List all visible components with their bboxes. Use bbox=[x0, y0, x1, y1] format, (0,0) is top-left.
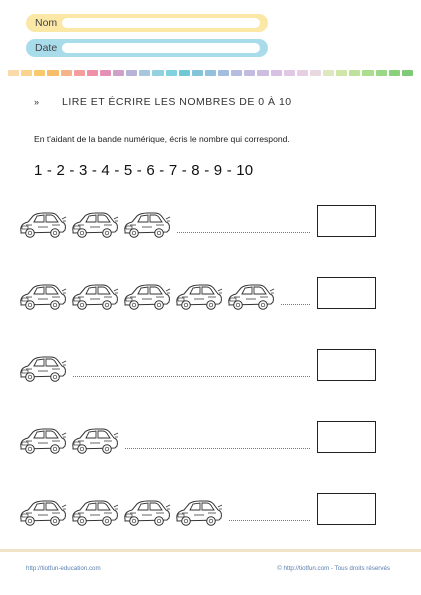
car-icon bbox=[174, 281, 223, 311]
color-swatch bbox=[87, 70, 98, 76]
color-swatch bbox=[192, 70, 203, 76]
color-swatch bbox=[389, 70, 400, 76]
color-swatch bbox=[402, 70, 413, 76]
car-group bbox=[18, 209, 171, 239]
footer-url-left: http://tiotfun-education.com bbox=[26, 565, 101, 572]
exercise-row bbox=[0, 493, 421, 529]
color-swatch bbox=[323, 70, 334, 76]
color-swatch bbox=[179, 70, 190, 76]
car-icon bbox=[18, 209, 67, 239]
car-group bbox=[18, 425, 119, 455]
car-group bbox=[18, 353, 67, 383]
exercise-row bbox=[0, 421, 421, 457]
color-swatch bbox=[100, 70, 111, 76]
color-swatch bbox=[47, 70, 58, 76]
car-icon bbox=[18, 281, 67, 311]
title-bullet-icon: » bbox=[34, 97, 40, 107]
car-icon bbox=[70, 209, 119, 239]
car-icon bbox=[18, 353, 67, 383]
color-swatch bbox=[231, 70, 242, 76]
answer-box[interactable] bbox=[317, 493, 376, 525]
color-swatch bbox=[218, 70, 229, 76]
color-swatch bbox=[166, 70, 177, 76]
answer-box[interactable] bbox=[317, 349, 376, 381]
exercise-row bbox=[0, 205, 421, 241]
color-swatch bbox=[310, 70, 321, 76]
section-title-text: LIRE ET ÉCRIRE LES NOMBRES DE 0 À 10 bbox=[62, 96, 292, 108]
car-icon bbox=[70, 281, 119, 311]
car-icon bbox=[226, 281, 275, 311]
date-label: Date bbox=[35, 42, 58, 54]
color-swatch bbox=[61, 70, 72, 76]
car-icon bbox=[122, 209, 171, 239]
color-swatch bbox=[244, 70, 255, 76]
name-label: Nom bbox=[35, 17, 58, 29]
dotted-line bbox=[281, 304, 310, 305]
dotted-line bbox=[177, 232, 310, 233]
answer-box[interactable] bbox=[317, 421, 376, 453]
exercise-row bbox=[0, 349, 421, 385]
color-swatch bbox=[126, 70, 137, 76]
car-icon bbox=[18, 425, 67, 455]
date-input[interactable] bbox=[62, 43, 260, 53]
color-swatch bbox=[284, 70, 295, 76]
number-line: 1 - 2 - 3 - 4 - 5 - 6 - 7 - 8 - 9 - 10 bbox=[34, 162, 254, 179]
color-swatch bbox=[205, 70, 216, 76]
color-swatch bbox=[34, 70, 45, 76]
name-field[interactable] bbox=[26, 14, 268, 32]
color-swatch bbox=[8, 70, 19, 76]
exercise-row bbox=[0, 277, 421, 313]
footer-copyright: © http://tiotfun.com - Tous droits réservés bbox=[277, 565, 390, 572]
answer-box[interactable] bbox=[317, 277, 376, 309]
color-strip bbox=[8, 70, 413, 76]
car-icon bbox=[122, 497, 171, 527]
color-swatch bbox=[152, 70, 163, 76]
car-group bbox=[18, 497, 223, 527]
color-swatch bbox=[336, 70, 347, 76]
dotted-line bbox=[125, 448, 310, 449]
color-swatch bbox=[297, 70, 308, 76]
color-swatch bbox=[271, 70, 282, 76]
color-swatch bbox=[349, 70, 360, 76]
dotted-line bbox=[73, 376, 310, 377]
section-title bbox=[34, 96, 292, 108]
name-input[interactable] bbox=[62, 18, 260, 28]
color-swatch bbox=[257, 70, 268, 76]
color-swatch bbox=[21, 70, 32, 76]
dotted-line bbox=[229, 520, 310, 521]
color-swatch bbox=[139, 70, 150, 76]
car-icon bbox=[174, 497, 223, 527]
color-swatch bbox=[113, 70, 124, 76]
date-field[interactable] bbox=[26, 39, 268, 57]
instruction-text: En t'aidant de la bande numérique, écris le nombre qui correspond. bbox=[34, 134, 290, 144]
car-group bbox=[18, 281, 275, 311]
footer-divider bbox=[0, 549, 421, 552]
car-icon bbox=[70, 425, 119, 455]
color-swatch bbox=[376, 70, 387, 76]
color-swatch bbox=[74, 70, 85, 76]
answer-box[interactable] bbox=[317, 205, 376, 237]
car-icon bbox=[122, 281, 171, 311]
car-icon bbox=[18, 497, 67, 527]
color-swatch bbox=[362, 70, 373, 76]
car-icon bbox=[70, 497, 119, 527]
